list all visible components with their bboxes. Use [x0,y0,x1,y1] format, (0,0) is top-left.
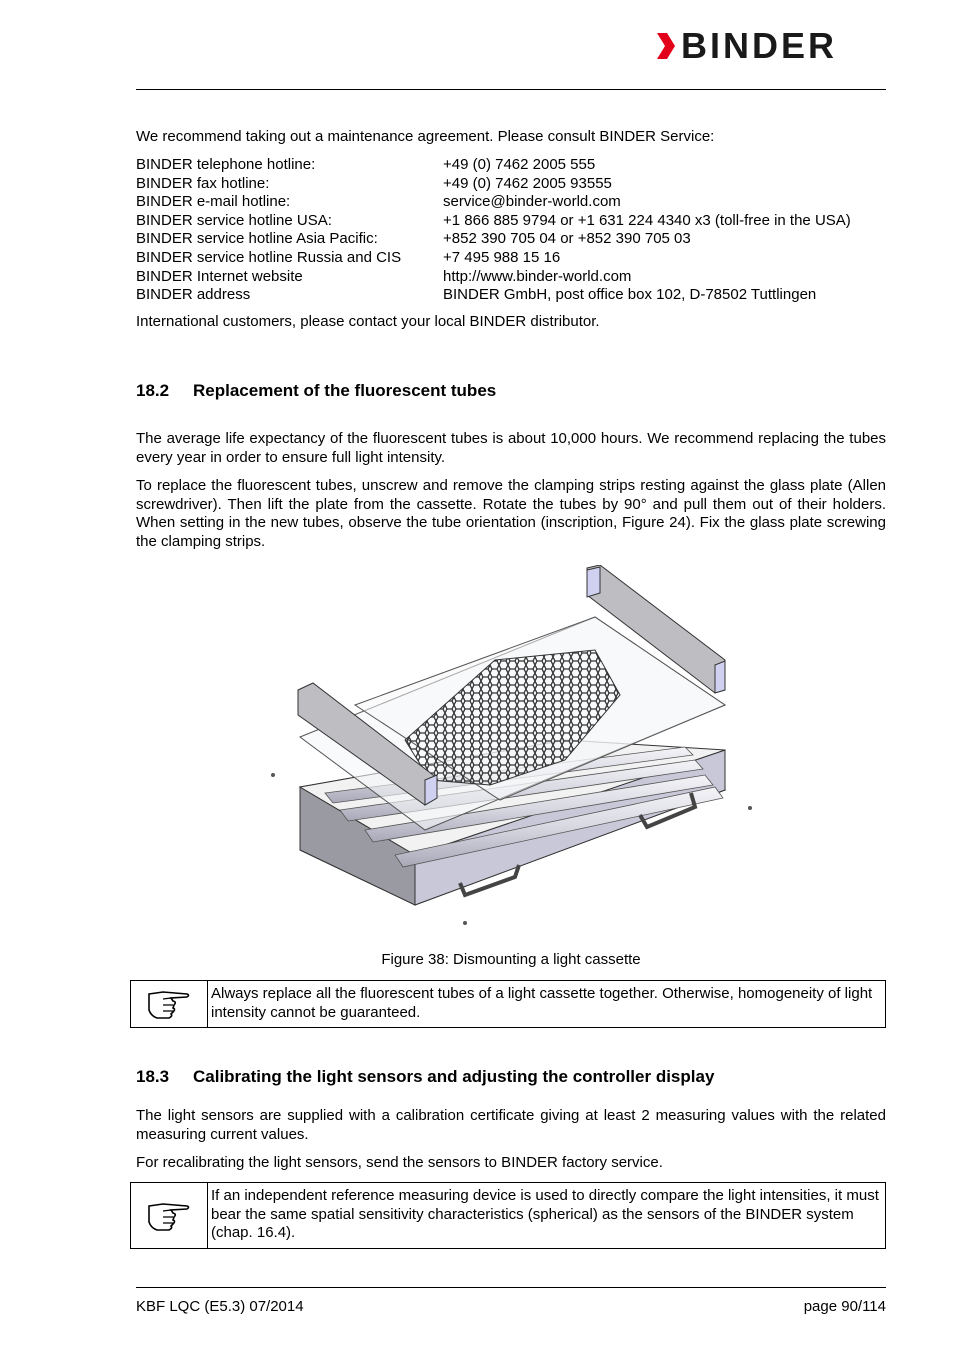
contact-row [136,212,896,231]
paragraph: The light sensors are supplied with a calibration certificate giving at least 2 measuring values with the related measuring current values. [136,1107,886,1143]
paragraph: To replace the fluorescent tubes, unscrew and remove the clamping strips resting against the glass plate (Allen screwdriver). Then lift the plate from the cassette. Rotate the tubes by 90° and pull them out of their holders. When setting in the new tubes, observe the tube orientation (inscription, Figure 24). Fix the glass plate screwing the clamping strips. [136,477,886,551]
contact-value: +49 (0) 7462 2005 555 [443,156,596,173]
contact-label: BINDER service hotline Asia Pacific: [136,230,378,248]
paragraph: For recalibrating the light sensors, send the sensors to BINDER factory service. [136,1154,663,1171]
screw-icon [271,773,275,777]
contact-label: BINDER fax hotline: [136,174,270,192]
binder-logo [655,25,838,66]
note-icon-cell [131,1183,208,1248]
contact-value: +49 (0) 7462 2005 93555 [443,174,612,192]
contact-value: service@binder-world.com [443,193,621,211]
contact-value: +1 866 885 9794 or +1 631 224 4340 x3 (toll-free in the USA) [443,211,851,229]
section-number: 18.3 [136,1067,170,1086]
paragraph: The average life expectancy of the fluorescent tubes is about 10,000 hours. We recommend replacing the tubes every year in order to ensure full light intensity. [136,430,886,466]
pointing-hand-icon [147,1200,191,1232]
international-text: International customers, please contact your local BINDER distributor. [136,313,600,330]
page-number: page 90/114 [803,1298,886,1315]
contact-row [136,249,896,268]
binder-logo-mark-icon [655,29,677,63]
section-number: 18.2 [136,381,170,400]
contact-label: BINDER e-mail hotline: [136,193,291,211]
pointing-hand-icon [147,988,191,1020]
contact-label: BINDER Internet website [136,267,303,285]
note-text: If an independent reference measuring device is used to directly compare the light intensities, it must bear the same spatial sensitivity characteristics (spherical) as the sensors of the BINDER system (chap. 16.4). [211,1187,879,1242]
contact-value: +852 390 705 04 or +852 390 705 03 [443,230,691,248]
footer-divider [136,1287,886,1288]
contact-label: BINDER service hotline Russia and CIS [136,248,402,266]
brand-name: BINDER [681,25,838,66]
note-box [130,980,886,1028]
contact-value: BINDER GmbH, post office box 102, D-78502 Tuttlingen [443,286,817,304]
note-text: Always replace all the fluorescent tubes of a light cassette together. Otherwise, homogeneity of light intensity cannot be guaranteed. [211,985,873,1021]
contact-row [136,175,896,194]
header-divider [136,89,886,90]
screw-icon [748,806,752,810]
light-cassette-figure [265,565,765,935]
note-icon-cell [131,981,208,1027]
section-title: Calibrating the light sensors and adjusting the controller display [193,1067,715,1086]
section-heading-18-3 [136,1067,714,1087]
contact-row [136,268,896,287]
contact-row [136,230,896,249]
section-title: Replacement of the fluorescent tubes [193,381,497,400]
contact-label: BINDER telephone hotline: [136,156,316,173]
contact-label: BINDER address [136,286,251,304]
contact-label: BINDER service hotline USA: [136,211,332,229]
contact-row [136,286,896,305]
document-id: KBF LQC (E5.3) 07/2014 [136,1298,304,1315]
screw-icon [463,921,467,925]
contact-row [136,193,896,212]
note-box [130,1182,886,1249]
contact-value: +7 495 988 15 16 [443,248,561,266]
figure-caption: Figure 38: Dismounting a light cassette [381,951,641,968]
contact-table [136,156,896,305]
intro-text: We recommend taking out a maintenance agreement. Please consult BINDER Service: [136,128,715,145]
contact-row [136,156,896,175]
contact-value: http://www.binder-world.com [443,267,632,285]
section-heading-18-2 [136,381,496,401]
